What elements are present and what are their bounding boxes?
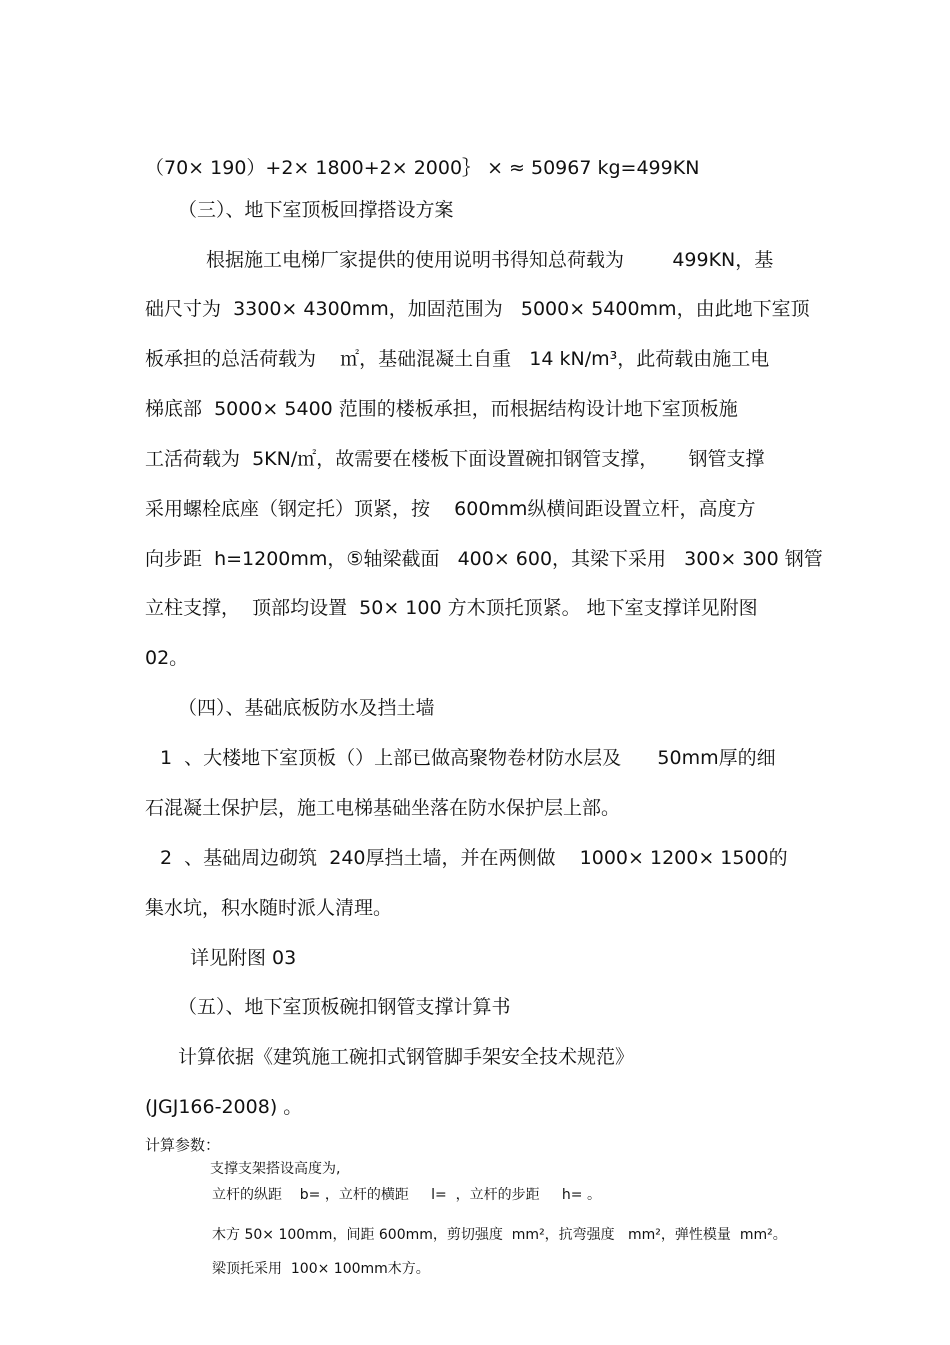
section-heading-3: （三）、地下室顶板回撑搭设方案	[178, 199, 454, 221]
text-line-19: 计算依据《建筑施工碗扣式钢管脚手架安全技术规范》	[178, 1046, 635, 1068]
text-line-9: 向步距 h=1200mm，⑤轴梁截面 400× 600，其梁下采用 300× 300 钢管	[145, 548, 823, 570]
text-line-13: 1 、大楼地下室顶板（）上部已做高聚物卷材防水层及 50mm厚的细	[160, 747, 776, 769]
section-heading-4: （四）、基础底板防水及挡土墙	[178, 697, 435, 719]
section-heading-5: （五）、地下室顶板碗扣钢管支撑计算书	[178, 996, 511, 1018]
text-line-1: （70× 190）+2× 1800+2× 2000｝ × ≈ 50967 kg=499KN	[145, 157, 700, 179]
text-line-10: 立柱支撑， 顶部均设置 50× 100 方木顶托顶紧。 地下室支撑详见附图	[145, 597, 758, 619]
text-line-14: 石混凝土保护层，施工电梯基础坐落在防水保护层上部。	[145, 797, 621, 819]
text-line-17: 详见附图 03	[190, 947, 297, 969]
text-line-15: 2 、基础周边砌筑 240厚挡土墙，并在两侧做 1000× 1200× 1500的	[160, 847, 788, 869]
text-line-3: 根据施工电梯厂家提供的使用说明书得知总荷载为 499KN，基	[206, 249, 774, 271]
text-line-7: 工活荷载为 5KN/㎡，故需要在楼板下面设置碗扣钢管支撑， 钢管支撑	[145, 448, 765, 470]
param-line-3: 木方 50× 100mm，间距 600mm，剪切强度 mm²，抗弯强度 mm²，弹性模量 mm²。	[212, 1227, 787, 1243]
param-line-1: 支撑支架搭设高度为,	[210, 1161, 341, 1177]
text-line-16: 集水坑，积水随时派人清理。	[145, 897, 393, 919]
text-line-6: 梯底部 5000× 5400 范围的楼板承担，而根据结构设计地下室顶板施	[145, 398, 738, 420]
text-line-5: 板承担的总活荷载为 ㎡，基础混凝土自重 14 kN/m³，此荷载由施工电	[145, 348, 770, 370]
params-title: 计算参数：	[145, 1136, 221, 1154]
text-line-11: 02。	[145, 647, 189, 669]
param-line-4: 梁顶托采用 100× 100mm木方。	[212, 1261, 430, 1277]
text-line-20: (JGJ166-2008) 。	[145, 1096, 303, 1118]
text-line-4: 础尺寸为 3300× 4300mm，加固范围为 5000× 5400mm，由此地下室顶	[145, 298, 810, 320]
param-line-2: 立杆的纵距 b= ，立杆的横距 l= ，立杆的步距 h= 。	[212, 1187, 601, 1203]
text-line-8: 采用螺栓底座（钢定托）顶紧，按 600mm纵横间距设置立杆，高度方	[145, 498, 756, 520]
